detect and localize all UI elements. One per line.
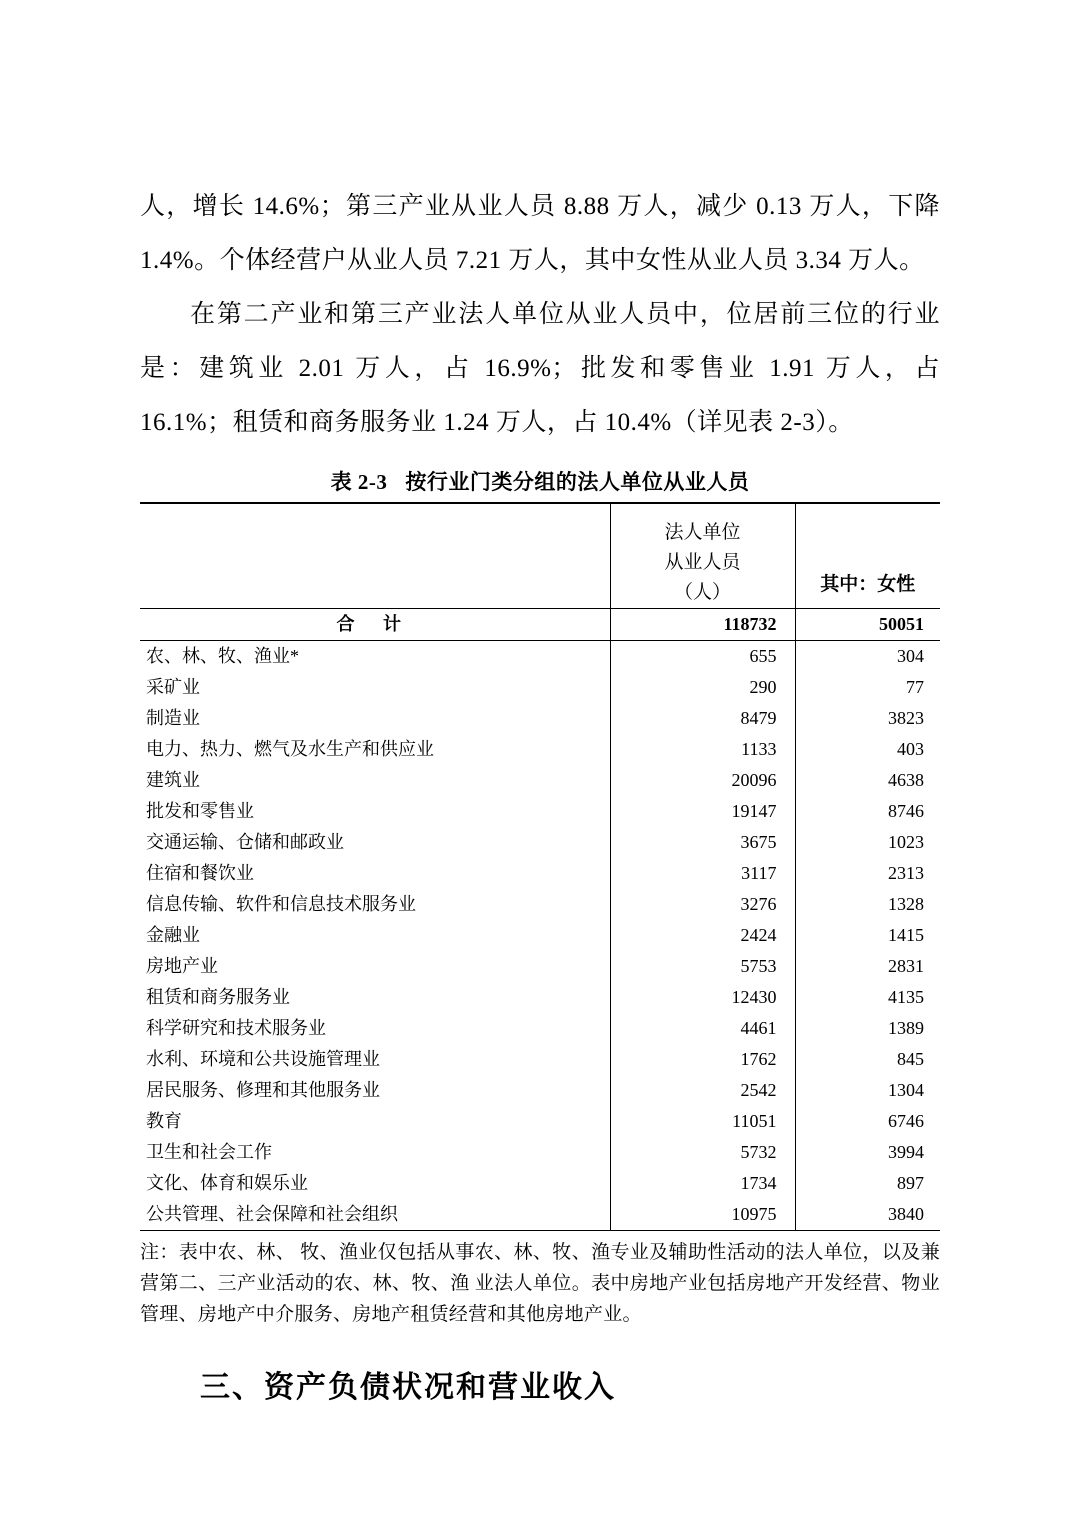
row-female: 3994 <box>888 1142 924 1162</box>
table-row <box>140 889 940 920</box>
row-label: 采矿业 <box>146 677 200 697</box>
row-label: 教育 <box>146 1111 182 1131</box>
row-total: 3117 <box>610 858 795 889</box>
header-total-line2: 从业人员 <box>664 552 741 573</box>
row-female: 4135 <box>888 987 924 1007</box>
section-heading: 三、资产负债状况和营业收入 <box>200 1371 616 1404</box>
table-row <box>140 1199 940 1231</box>
row-female: 50051 <box>795 609 940 641</box>
row-label: 卫生和社会工作 <box>146 1142 272 1162</box>
header-blank-cell <box>140 503 610 609</box>
paragraph-1: 人，增长 14.6%；第三产业从业人员 8.88 万人，减少 0.13 万人，下降 1.4%。个体经营户从业人员 7.21 万人，其中女性从业人员 3.34 万人。 <box>140 193 940 274</box>
row-female: 1328 <box>888 894 924 914</box>
table-row <box>140 920 940 951</box>
row-label: 科学研究和技术服务业 <box>146 1018 326 1038</box>
table-row <box>140 1075 940 1106</box>
table-row <box>140 734 940 765</box>
row-label: 金融业 <box>146 925 200 945</box>
table-row <box>140 672 940 703</box>
table-row <box>140 796 940 827</box>
header-total-cell <box>610 503 795 609</box>
row-label: 合 计 <box>140 609 610 641</box>
row-label: 居民服务、修理和其他服务业 <box>146 1080 380 1100</box>
row-female: 3840 <box>888 1204 924 1224</box>
row-label: 房地产业 <box>146 956 218 976</box>
row-label: 农、林、牧、渔业* <box>140 641 610 673</box>
page-content <box>140 180 940 1406</box>
row-total: 2542 <box>610 1075 795 1106</box>
header-total-line3: （人） <box>673 582 731 603</box>
row-female: 8746 <box>888 801 924 821</box>
row-label: 水利、环境和公共设施管理业 <box>146 1049 380 1069</box>
row-label: 文化、体育和娱乐业 <box>146 1173 308 1193</box>
table-header-row <box>140 503 940 609</box>
table-row <box>140 609 940 641</box>
row-female: 403 <box>897 739 924 759</box>
table-row <box>140 982 940 1013</box>
table-note: 注：表中农、林、 牧、渔业仅包括从事农、林、牧、渔专业及辅助性活动的法人单位，以及兼营第二、三产业活动的农、林、牧、渔 业法人单位。表中房地产业包括房地产开发经营、物业管理、房地产中介服务、房地产租赁经营和其他房地产业。 <box>140 1242 940 1325</box>
row-total: 118732 <box>610 609 795 641</box>
row-total: 11051 <box>610 1106 795 1137</box>
row-total: 12430 <box>610 982 795 1013</box>
row-label: 电力、热力、燃气及水生产和供应业 <box>146 739 434 759</box>
header-female-cell: 其中：女性 <box>795 503 940 609</box>
row-total: 290 <box>610 672 795 703</box>
table-row <box>140 827 940 858</box>
row-female: 2831 <box>888 956 924 976</box>
table-row <box>140 858 940 889</box>
row-label: 公共管理、社会保障和社会组织 <box>146 1204 398 1224</box>
table-row <box>140 765 940 796</box>
row-female: 3823 <box>888 708 924 728</box>
row-female: 1415 <box>888 925 924 945</box>
row-female: 845 <box>897 1049 924 1069</box>
table-bottom-rule <box>140 1231 940 1232</box>
row-female: 6746 <box>888 1111 924 1131</box>
row-female: 1304 <box>888 1080 924 1100</box>
table-row <box>140 1106 940 1137</box>
row-total: 8479 <box>610 703 795 734</box>
row-total: 20096 <box>610 765 795 796</box>
row-total: 1734 <box>610 1168 795 1199</box>
table-row <box>140 951 940 982</box>
row-total: 4461 <box>610 1013 795 1044</box>
row-label: 制造业 <box>146 708 200 728</box>
row-total: 5732 <box>610 1137 795 1168</box>
header-total-line1: 法人单位 <box>664 522 741 543</box>
table-number: 表 2-3 <box>330 470 388 494</box>
row-label: 批发和零售业 <box>146 801 254 821</box>
table-row <box>140 1168 940 1199</box>
row-total: 5753 <box>610 951 795 982</box>
table-row <box>140 1137 940 1168</box>
row-female: 1023 <box>888 832 924 852</box>
table-row <box>140 1013 940 1044</box>
row-total: 1133 <box>610 734 795 765</box>
row-total: 655 <box>610 641 795 673</box>
row-total: 3276 <box>610 889 795 920</box>
row-female: 897 <box>897 1173 924 1193</box>
table-caption <box>140 466 940 496</box>
row-label: 信息传输、软件和信息技术服务业 <box>146 894 416 914</box>
paragraph-2: 在第二产业和第三产业法人单位从业人员中，位居前三位的行业是：建筑业 2.01 万人，占 16.9%；批发和零售业 1.91 万人，占 16.1%；租赁和商务服务业 1.24 万人，占 10.4%（详见表 2-3）。 <box>140 301 940 436</box>
row-female: 1389 <box>888 1018 924 1038</box>
row-label: 租赁和商务服务业 <box>146 987 290 1007</box>
row-female: 2313 <box>888 863 924 883</box>
table-row <box>140 703 940 734</box>
row-total: 10975 <box>610 1199 795 1231</box>
row-total: 2424 <box>610 920 795 951</box>
row-total: 19147 <box>610 796 795 827</box>
row-female: 77 <box>906 677 924 697</box>
row-total: 3675 <box>610 827 795 858</box>
row-total: 1762 <box>610 1044 795 1075</box>
row-label: 住宿和餐饮业 <box>146 863 254 883</box>
row-female: 304 <box>795 641 940 673</box>
employment-table <box>140 502 940 1231</box>
table-title: 按行业门类分组的法人单位从业人员 <box>405 470 750 494</box>
row-label: 建筑业 <box>146 770 200 790</box>
row-label: 交通运输、仓储和邮政业 <box>146 832 344 852</box>
table-row <box>140 641 940 673</box>
row-female: 4638 <box>888 770 924 790</box>
table-row <box>140 1044 940 1075</box>
